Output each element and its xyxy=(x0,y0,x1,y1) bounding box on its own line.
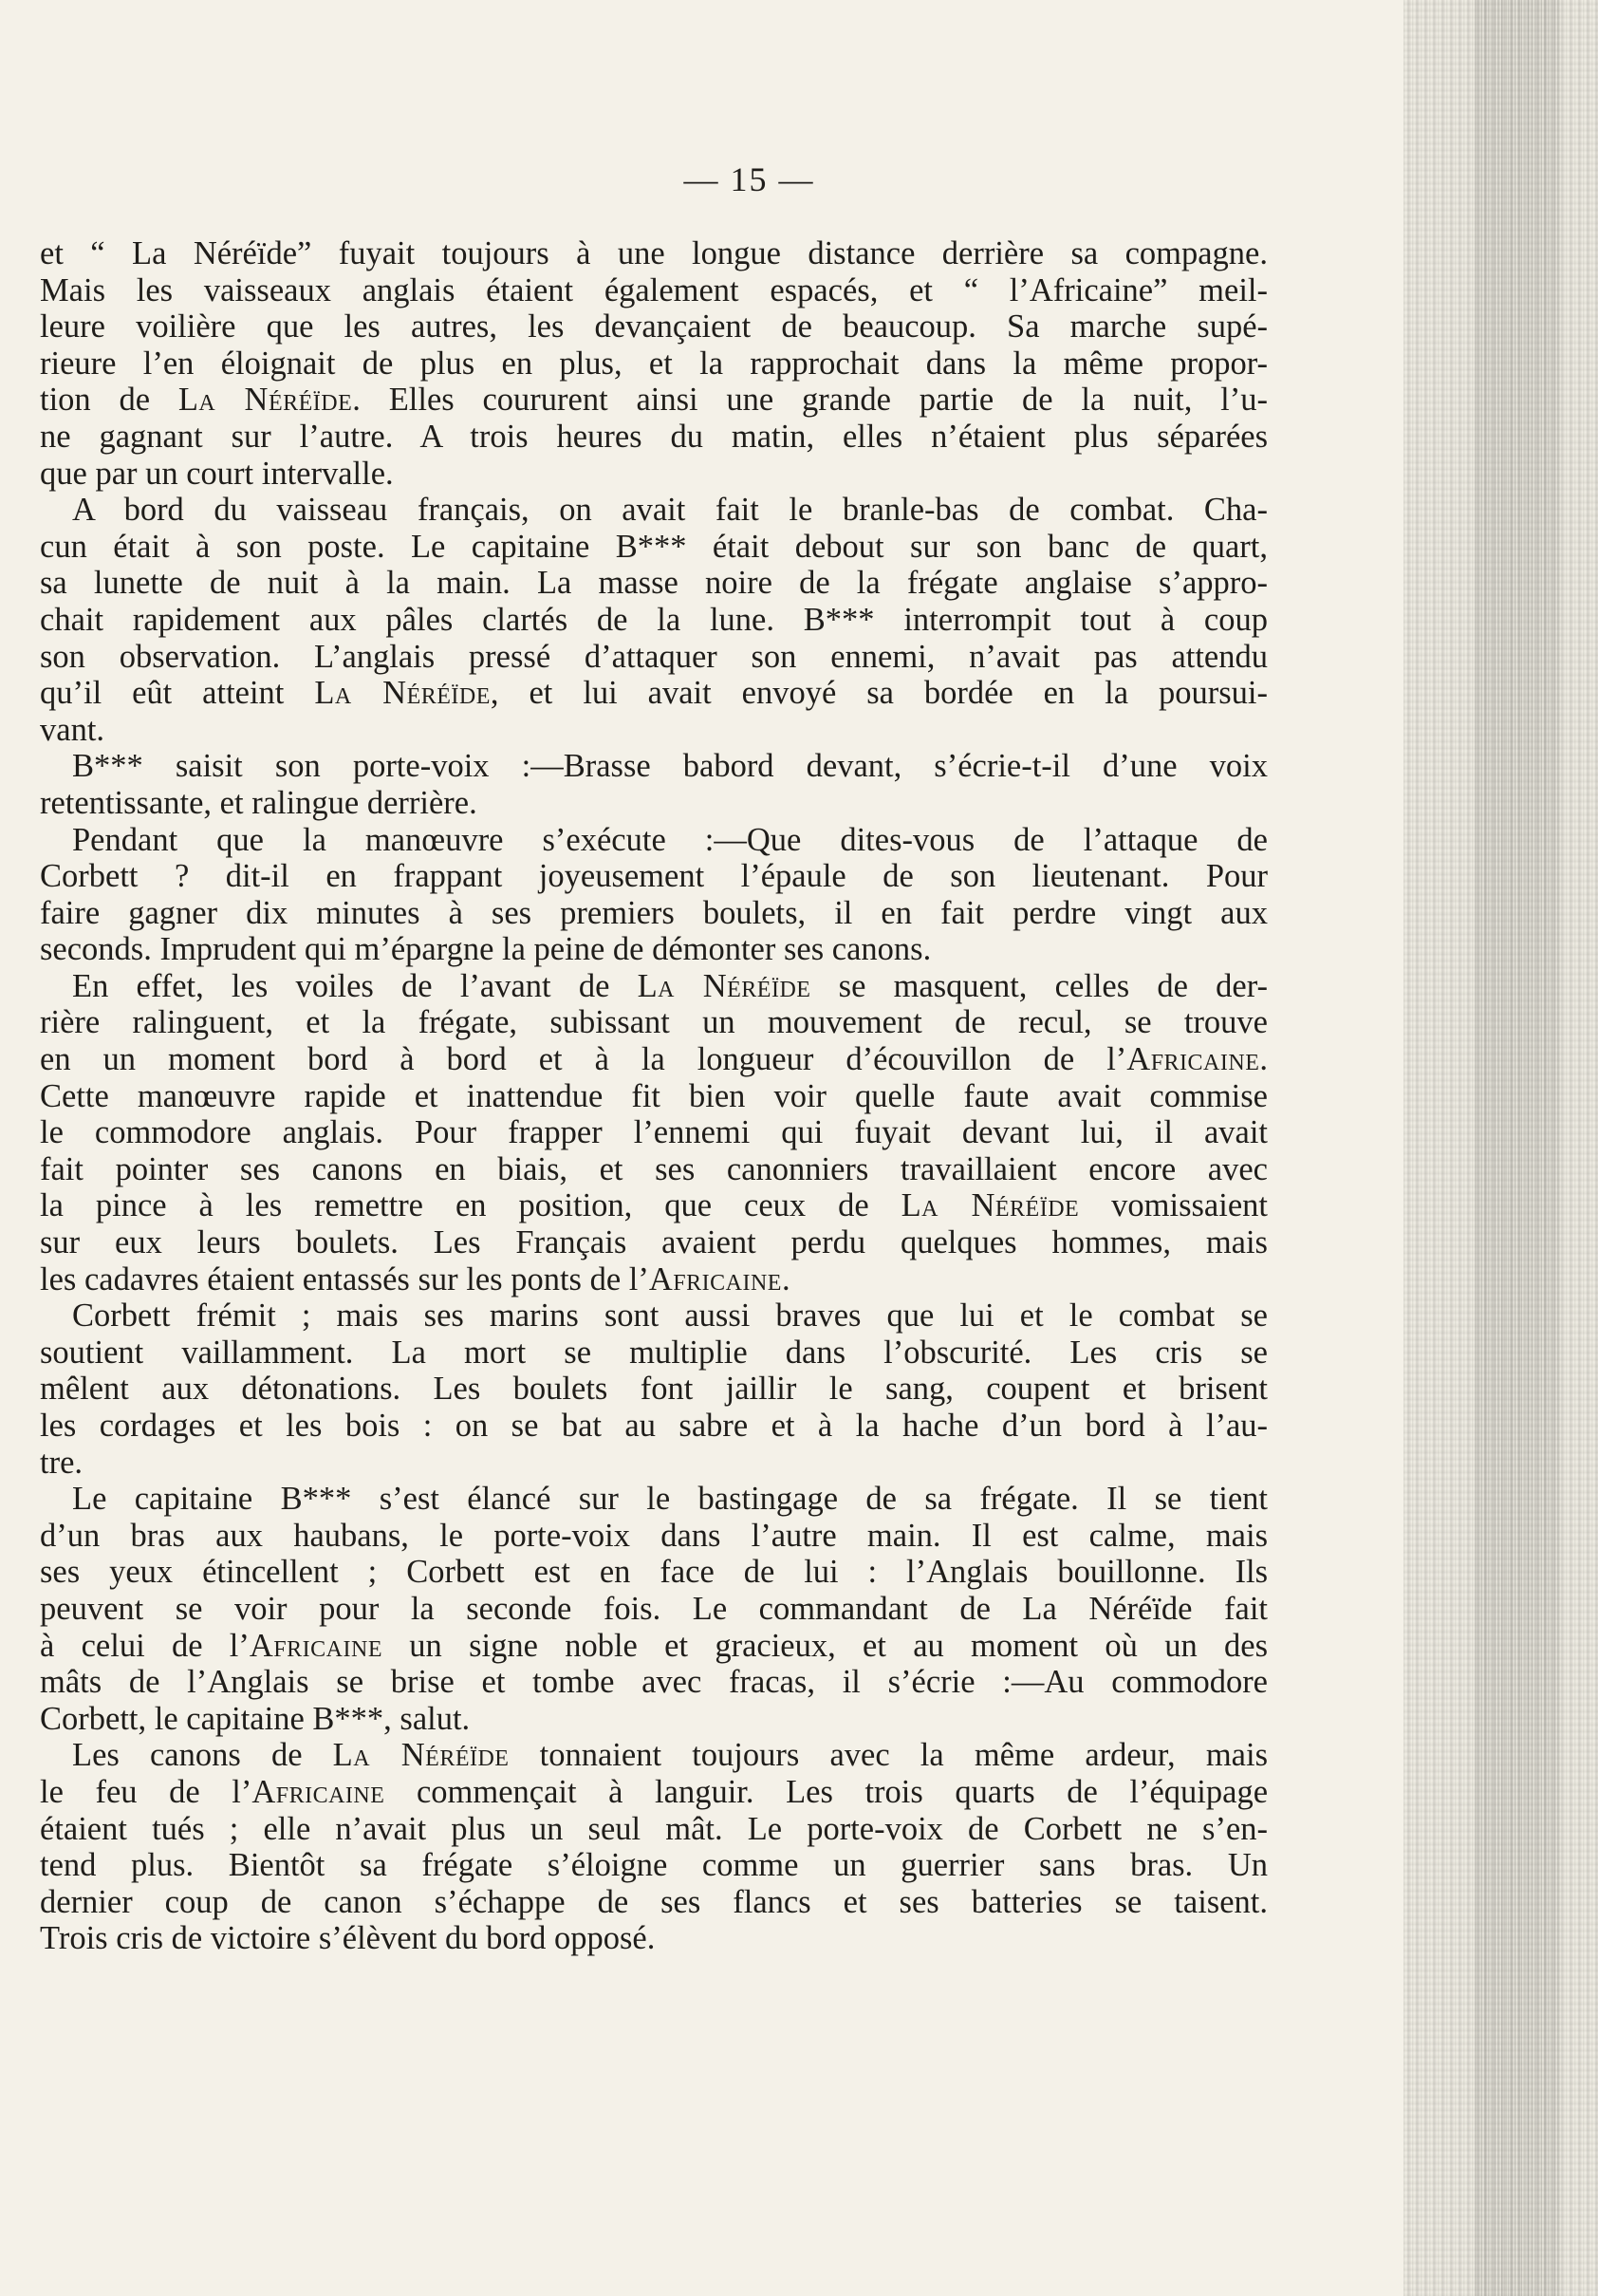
text-line: étaient tués ; elle n’avait plus un seul mât. Le porte-voix de Corbett ne s’en- xyxy=(40,1810,1268,1847)
text-line: d’un bras aux haubans, le porte-voix dans l’autre main. Il est calme, mais xyxy=(40,1517,1268,1554)
text-run: les cadavres étaient entassés sur les ponts de l’ xyxy=(40,1260,649,1297)
text-line: leure voilière que les autres, les devançaient de beaucoup. Sa marche supé- xyxy=(40,308,1268,345)
text-line xyxy=(40,1261,1268,1298)
text-line: ne gagnant sur l’autre. A trois heures du matin, elles n’étaient plus séparées xyxy=(40,418,1268,455)
small-caps-name: La Néréïde xyxy=(637,967,811,1004)
text-line: fait pointer ses canons en biais, et ses canonniers travaillaient encore avec xyxy=(40,1150,1268,1187)
text-run: se masquent, celles de der- xyxy=(810,967,1268,1004)
text-line: Cette manœuvre rapide et inattendue fit bien voir quelle faute avait commise xyxy=(40,1077,1268,1114)
text-line xyxy=(40,1041,1268,1078)
text-line: et “ La Néréïde” fuyait toujours à une longue distance derrière sa compagne. xyxy=(40,235,1268,271)
text-run: vomissaient xyxy=(1079,1187,1268,1224)
text-line: dernier coup de canon s’échappe de ses flancs et ses batteries se taisent. xyxy=(40,1883,1268,1920)
text-line xyxy=(40,1737,1268,1774)
text-run: la pince à les remettre en position, que ceux de xyxy=(40,1187,901,1224)
text-line: A bord du vaisseau français, on avait fait le branle-bas de combat. Cha- xyxy=(72,492,1268,529)
page-number: — 15 — xyxy=(683,160,815,198)
small-caps-name: Africaine xyxy=(1126,1041,1260,1078)
text-line: mâts de l’Anglais se brise et tombe avec fracas, il s’écrie :—Au commodore xyxy=(40,1664,1268,1701)
text-run: en un moment bord à bord et à la longueur d’écouvillon de l’ xyxy=(40,1041,1127,1078)
text-line: Mais les vaisseaux anglais étaient également espacés, et “ l’Africaine” meil- xyxy=(40,271,1268,308)
text-line: chait rapidement aux pâles clartés de la lune. B*** interrompit tout à coup xyxy=(40,601,1268,638)
small-caps-name: Africaine xyxy=(648,1260,782,1297)
text-run: En effet, les voiles de l’avant de xyxy=(72,967,638,1004)
text-line xyxy=(40,1187,1268,1224)
text-line: son observation. L’anglais pressé d’attaquer son ennemi, n’avait pas attendu xyxy=(40,638,1268,675)
text-line: Pendant que la manœuvre s’exécute :—Que dites-vous de l’attaque de xyxy=(72,821,1268,858)
small-caps-name: Africaine xyxy=(251,1773,385,1810)
body-text xyxy=(40,235,1268,1957)
text-run: tion de xyxy=(40,382,178,419)
text-run: . Elles coururent ainsi une grande partie de la nuit, l’u- xyxy=(352,382,1268,419)
text-run: . xyxy=(1259,1041,1268,1078)
small-caps-name: La Néréïde xyxy=(901,1187,1080,1224)
text-line: faire gagner dix minutes à ses premiers boulets, il en fait perdre vingt aux xyxy=(40,894,1268,931)
text-run: tonnaient toujours avec la même ardeur, mais xyxy=(509,1737,1268,1774)
text-line: tend plus. Bientôt sa frégate s’éloigne comme un guerrier sans bras. Un xyxy=(40,1847,1268,1884)
text-line: ses yeux étincellent ; Corbett est en face de lui : l’Anglais bouillonne. Ils xyxy=(40,1554,1268,1591)
text-line: Corbett ? dit-il en frappant joyeusement l’épaule de son lieutenant. Pour xyxy=(40,858,1268,895)
text-line: mêlent aux détonations. Les boulets font jaillir le sang, coupent et brisent xyxy=(40,1371,1268,1408)
text-run: Les canons de xyxy=(72,1737,333,1774)
text-line: rière ralinguent, et la frégate, subissant un mouvement de recul, se trouve xyxy=(40,1004,1268,1041)
text-line: Le capitaine B*** s’est élancé sur le bastingage de sa frégate. Il se tient xyxy=(72,1481,1268,1518)
text-line: le commodore anglais. Pour frapper l’ennemi qui fuyait devant lui, il avait xyxy=(40,1114,1268,1151)
small-caps-name: La Néréïde xyxy=(314,675,491,712)
text-line: soutient vaillamment. La mort se multiplie dans l’obscurité. Les cris se xyxy=(40,1334,1268,1371)
text-line xyxy=(40,382,1268,419)
text-line: peuvent se voir pour la seconde fois. Le commandant de La Néréïde fait xyxy=(40,1590,1268,1627)
text-run: à celui de l’ xyxy=(40,1627,250,1664)
page-edge-fold xyxy=(1475,0,1560,2296)
text-line: rieure l’en éloignait de plus en plus, et la rapprochait dans la même propor- xyxy=(40,345,1268,382)
small-caps-name: La Néréïde xyxy=(177,382,353,419)
text-run: commençait à languir. Les trois quarts de l’équipage xyxy=(384,1773,1269,1810)
text-line: B*** saisit son porte-voix :—Brasse babord devant, s’écrie-t-il d’une voix xyxy=(72,748,1268,785)
text-line: sa lunette de nuit à la main. La masse noire de la frégate anglaise s’appro- xyxy=(40,565,1268,602)
text-line: Corbett frémit ; mais ses marins sont aussi braves que lui et le combat se xyxy=(72,1297,1268,1335)
text-run: , et lui avait envoyé sa bordée en la poursui- xyxy=(490,675,1269,712)
text-run: un signe noble et gracieux, et au moment où un des xyxy=(381,1627,1269,1664)
text-run: le feu de l’ xyxy=(40,1773,252,1810)
text-line: seconds. Imprudent qui m’épargne la peine de démonter ses canons. xyxy=(40,931,932,968)
text-line: retentissante, et ralingue derrière. xyxy=(40,784,477,821)
text-line: vant. xyxy=(40,711,105,748)
text-line: sur eux leurs boulets. Les Français avaient perdu quelques hommes, mais xyxy=(40,1224,1268,1261)
text-line xyxy=(40,1774,1268,1811)
text-line: Corbett, le capitaine B***, salut. xyxy=(40,1700,471,1737)
text-line: tre. xyxy=(40,1444,84,1481)
text-line xyxy=(40,1628,1268,1665)
text-line: que par un court intervalle. xyxy=(40,455,394,492)
small-caps-name: Africaine xyxy=(249,1627,382,1664)
text-run: . xyxy=(781,1260,790,1297)
text-line xyxy=(40,968,1268,1005)
text-line: Trois cris de victoire s’élèvent du bord opposé. xyxy=(40,1920,656,1957)
text-line: cun était à son poste. Le capitaine B*** était debout sur son banc de quart, xyxy=(40,528,1268,565)
text-line xyxy=(40,675,1268,712)
text-run: qu’il eût atteint xyxy=(40,675,315,712)
text-line: les cordages et les bois : on se bat au sabre et à la hache d’un bord à l’au- xyxy=(40,1408,1268,1444)
small-caps-name: La Néréïde xyxy=(332,1737,510,1774)
